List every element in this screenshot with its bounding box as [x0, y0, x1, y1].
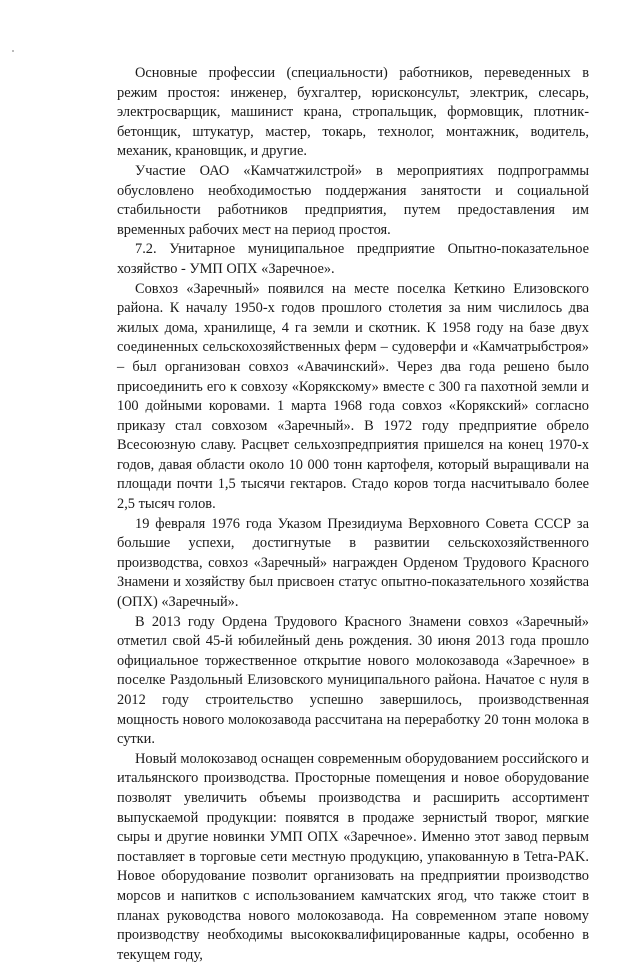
section-heading-7-2: 7.2. Унитарное муниципальное предприятие Опытно-показательное хозяйство - УМП ОПХ «Заречное».: [117, 241, 589, 277]
document-page: [117, 64, 589, 965]
paragraph-new-dairy-plant: Новый молокозавод оснащен современным оборудованием российского и итальянского производства. Просторные помещения и новое оборудование позволят увеличить объемы производства и расширить ассортимент выпускаемой продукции: появятся в продаже зернистый творог, мягкие сыры и другие новинки УМП ОПХ «Заречное». Именно этот завод первым поставляет в торговые сети местную продукцию, упакованную в Tetra-PAK. Новое оборудование позволит организовать на предприятии производство морсов и напитков с использованием камчатских ягод, что также стоит в планах руководства нового молокозавода. На современном этапе новому производству необходимы высококвалифицированные кадры, особенно в текущем году,: [117, 750, 589, 963]
paragraph-sovkhoz-history: Совхоз «Заречный» появился на месте поселка Кеткино Елизовского района. К началу 1950-х годов прошлого столетия за ним числилось два жилых дома, хранилище, 4 га земли и скотник. К 1958 году на базе двух соединенных сельскохозяйственных ферм – судоверфи и «Камчатрыбстроя» – был организован совхоз «Авачинский». Через два года решено было присоединить его к совхозу «Корякскому» вместе с 300 га пахотной земли и 100 дойными коровами. 1 марта 1968 года совхоз «Корякский» согласно приказу стал совхозом «Заречный». В 1972 году предприятие обрело Всесоюзную славу. Расцвет сельхозпредприятия пришелся на конец 1970-х годов, давая области около 10 000 тонн картофеля, который выращивали на площади почти 1,5 тысячи гектаров. Стадо коров тогда насчитывало более 2,5 тысяч голов.: [117, 280, 589, 513]
paragraph-order-award: 19 февраля 1976 года Указом Президиума Верховного Совета СССР за большие успехи, достигнутые в развитии сельскохозяйственного производства, совхоз «Заречный» награжден Орденом Трудового Красного Знамени и хозяйству был присвоен статус опытно-показательного хозяйства (ОПХ) «Заречный».: [117, 515, 589, 611]
paragraph-professions: Основные профессии (специальности) работников, переведенных в режим простоя: инженер, бухгалтер, юрисконсульт, электрик, слесарь, электросварщик, машинист крана, стропальщик, формовщик, плотник-бетонщик, штукатур, мастер, токарь, технолог, монтажник, водитель, механик, крановщик, и другие.: [117, 65, 589, 160]
scan-artifact-dot: [12, 50, 14, 52]
paragraph-participation: Участие ОАО «Камчатжилстрой» в мероприятиях подпрограммы обусловлено необходимостью поддержания занятости и социальной стабильности работников предприятия, путем предоставления им временных рабочих мест на период простоя.: [117, 162, 589, 238]
paragraph-2013-anniversary: В 2013 году Ордена Трудового Красного Знамени совхоз «Заречный» отметил свой 45-й юбилейный день рождения. 30 июня 2013 года прошло официальное торжественное открытие нового молокозавода «Заречное» в поселке Раздольный Елизовского муниципального района. Начатое с нуля в 2012 году строительство успешно завершилось, производственная мощность нового молокозавода рассчитана на переработку 20 тонн молока в сутки.: [117, 613, 589, 748]
